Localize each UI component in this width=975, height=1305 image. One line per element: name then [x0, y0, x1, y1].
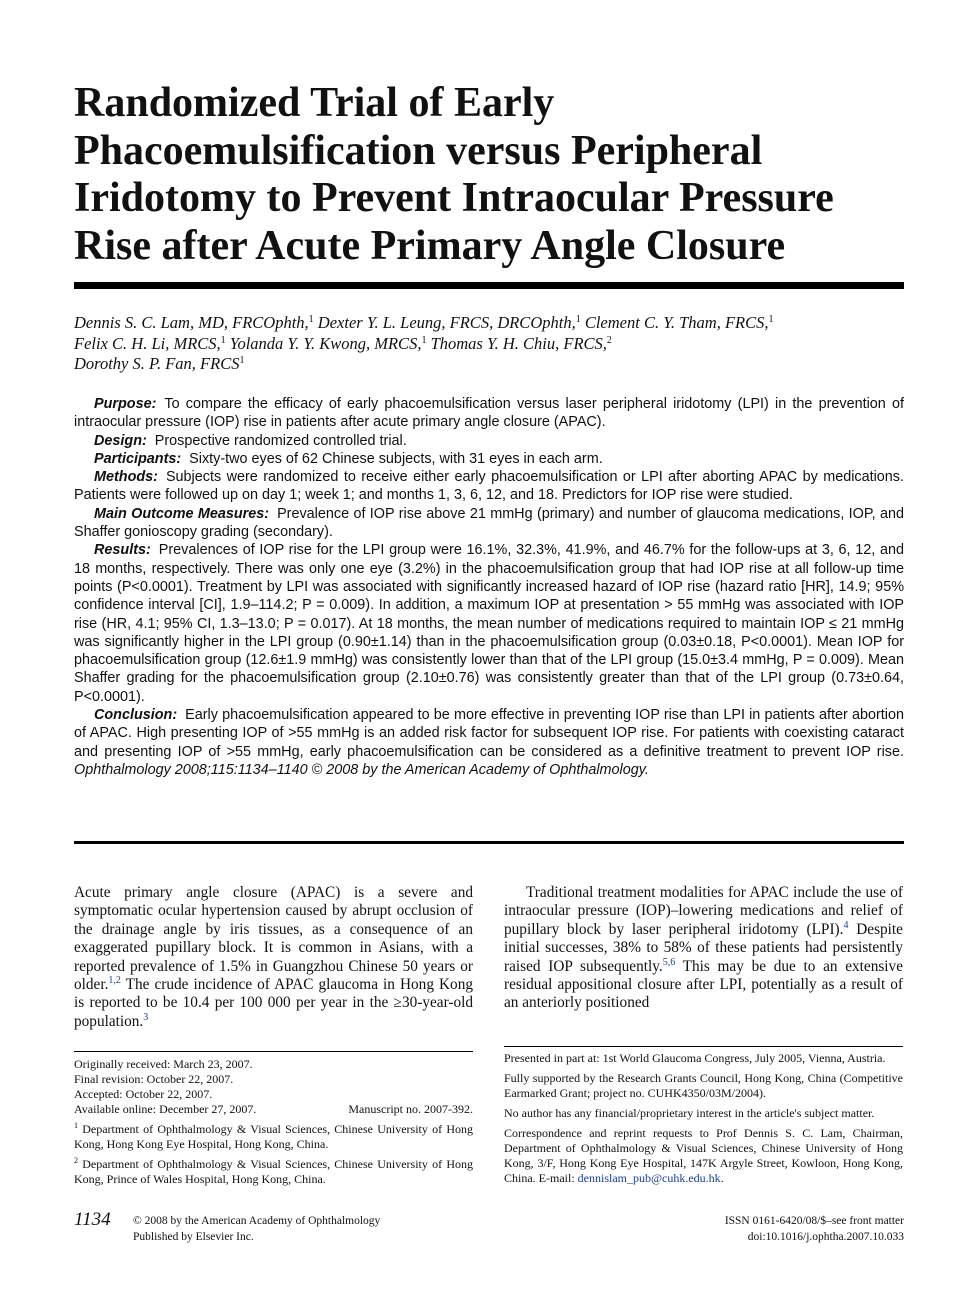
section-label: Participants: — [94, 450, 182, 467]
title-rule — [74, 282, 904, 289]
presented-note: Presented in part at: 1st World Glaucoma Congress, July 2005, Vienna, Austria. — [504, 1051, 886, 1065]
footnote-rule-right — [504, 1046, 903, 1047]
affiliation-number: 2 — [74, 1156, 78, 1165]
footnotes-right — [504, 1051, 903, 1191]
title-line: Rise after Acute Primary Angle Closure — [74, 222, 786, 269]
section-label: Purpose: — [94, 396, 157, 412]
article-title — [74, 80, 914, 270]
title-line: Randomized Trial of Early — [74, 80, 555, 126]
reference-link[interactable]: 1,2 — [108, 975, 121, 987]
correspondence-note — [504, 1126, 903, 1186]
affiliation-marker: 1 — [239, 355, 245, 366]
section-text: Prevalences of IOP rise for the LPI group were 16.1%, 32.3%, 41.9%, and 46.7% for the follow-ups at 3, 6, 12, and 18 months, respectively. There was only one eye (3.2%) in the phacoemulsification group that had IOP rise at all follow-up time points (P<0.0001). Treatment by LPI was associated with significantly increased hazard of IOP rise (hazard ratio [HR], 14.9; 95% confidence interval [CI], 1.9–114.2; P = 0.009). In addition, a maximum IOP at presentation > 55 mmHg was associated with IOP rise (HR, 4.1; 95% CI, 1.3–13.0; P = 0.017). At 18 months, the mean number of medications required to maintain IOP ≤ 21 mmHg was significantly higher in the LPI group (0.90±1.14) than in the phacoemulsification group (0.03±0.18, P<0.0001). Mean IOP for phacoemulsification group (12.6±1.9 mmHg) was consistently lower than that of the LPI group (15.0±3.4 mmHg, P = 0.009). Mean Shaffer grading for the phacoemulsification group (2.10±0.76) was consistently greater than that of the LPI group (0.73±0.64, P<0.0001). — [74, 542, 904, 705]
body-text: The crude incidence of APAC glaucoma in Hong Kong is reported to be 10.4 per 100 000 per year in the ≥30-year-old population. — [74, 976, 473, 1030]
page-number: 1134 — [74, 1209, 111, 1230]
body-column-left — [74, 884, 473, 1031]
author-line — [74, 334, 904, 355]
abstract-design — [74, 432, 904, 450]
author-name: Dorothy S. P. Fan, FRCS — [74, 354, 240, 373]
footnotes-left — [74, 1057, 473, 1192]
revision-date: Final revision: October 22, 2007. — [74, 1072, 234, 1086]
author-name: Clement C. Y. Tham, FRCS, — [584, 313, 769, 332]
section-text: Sixty-two eyes of 62 Chinese subjects, with 31 eyes in each arm. — [189, 450, 603, 467]
abstract-purpose — [74, 395, 904, 432]
body-column-right — [504, 884, 903, 1013]
author-name: Dexter Y. L. Leung, FRCS, DRCOphth, — [317, 313, 576, 332]
section-text: Prevalence of IOP rise above 21 mmHg (primary) and number of glaucoma medications, IOP, and Shaffer gonioscopy grading (secondary). — [74, 505, 904, 541]
online-date: Available online: December 27, 2007. — [74, 1102, 257, 1116]
author-name: Thomas Y. H. Chiu, FRCS, — [430, 333, 607, 353]
abstract-methods — [74, 468, 904, 505]
abstract — [74, 395, 904, 779]
section-label: Results: — [94, 542, 151, 559]
author-name: Yolanda Y. Y. Kwong, MRCS, — [229, 333, 422, 353]
affiliation-marker: 1 — [308, 314, 314, 325]
reference-link[interactable]: 5,6 — [662, 956, 676, 968]
abstract-results — [74, 541, 904, 706]
section-text: Prospective randomized controlled trial. — [154, 432, 407, 449]
author-list — [74, 313, 904, 375]
footer-copyright — [133, 1213, 380, 1245]
reference-link[interactable]: 4 — [843, 919, 849, 931]
affiliation-marker: 1 — [575, 314, 581, 325]
author-name: Dennis S. C. Lam, MD, FRCOphth, — [74, 313, 309, 332]
section-label: Main Outcome Measures: — [94, 505, 270, 522]
section-text: Subjects were randomized to receive either early phacoemulsification or LPI after aborting APAC by medications. Patients were followed up on day 1; week 1; and months 1, 3, 6, 12, and 18. Predictors for IOP rise were studied. — [74, 469, 904, 504]
section-label: Methods: — [94, 469, 158, 486]
affiliation-marker: 2 — [606, 334, 612, 346]
affiliation-marker: 1 — [768, 314, 774, 325]
title-line: Iridotomy to Prevent Intraocular Pressure — [74, 175, 834, 221]
received-date: Originally received: March 23, 2007. — [74, 1057, 253, 1071]
disclosure-note: No author has any financial/proprietary interest in the article's subject matter. — [504, 1106, 875, 1120]
accepted-date: Accepted: October 22, 2007. — [74, 1087, 213, 1101]
author-line — [74, 313, 904, 334]
body-paragraph — [504, 884, 903, 1013]
correspondence-end: . — [720, 1171, 724, 1185]
doi-text: doi:10.1016/j.ophtha.2007.10.033 — [747, 1231, 904, 1243]
footnote-rule-left — [74, 1051, 473, 1052]
abstract-conclusion — [74, 706, 904, 779]
section-text: To compare the efficacy of early phacoemulsification versus laser peripheral iridotomy (LPI) in the prevention of intraocular pressure (IOP) rise in patients after acute primary angle closure (APAC). — [74, 396, 904, 431]
copyright-text: © 2008 by the American Academy of Ophthalmology — [133, 1215, 381, 1227]
abstract-participants — [74, 450, 904, 468]
author-line — [74, 354, 904, 375]
section-label: Conclusion: — [94, 707, 178, 724]
body-text: Despite initial successes, 38% to 58% of these patients had persistently raised IOP subsequently. — [504, 920, 903, 975]
affiliation-marker: 1 — [220, 334, 226, 346]
abstract-outcome — [74, 505, 904, 542]
affiliation-text: Department of Ophthalmology & Visual Sciences, Chinese University of Hong Kong, Hong Kong Eye Hospital, Hong Kong, China. — [74, 1122, 473, 1151]
online-row — [74, 1102, 473, 1117]
affiliation-marker: 1 — [421, 334, 427, 346]
abstract-rule — [74, 841, 904, 844]
section-label: Design: — [94, 432, 147, 449]
issn-text: ISSN 0161-6420/08/$–see front matter — [724, 1215, 904, 1227]
affiliation-number: 1 — [74, 1121, 78, 1130]
affiliation-text: Department of Ophthalmology & Visual Sciences, Chinese University of Hong Kong, Prince of Wales Hospital, Hong Kong, China. — [74, 1157, 473, 1186]
correspondence-text: Correspondence and reprint requests to Prof Dennis S. C. Lam, Chairman, Department of Ophthalmology & Visual Sciences, Chinese University of Hong Kong, 3/F, Hong Kong Eye Hospital, 147K Argyle Street, Kowloon, Hong Kong, China. E-mail: — [504, 1126, 903, 1185]
email-link[interactable]: dennislam_pub@cuhk.edu.hk — [577, 1171, 721, 1185]
body-paragraph — [74, 884, 473, 1031]
manuscript-number: Manuscript no. 2007-392. — [348, 1102, 473, 1116]
journal-citation: Ophthalmology 2008;115:1134–1140 © 2008 by the American Academy of Ophthalmology. — [74, 761, 649, 778]
affiliation-2 — [74, 1157, 473, 1187]
body-text: Traditional treatment modalities for APAC include the use of intraocular pressure (IOP)–lowering medications and relief of pupillary block by laser peripheral iridotomy (LPI). — [504, 884, 903, 938]
reference-link[interactable]: 3 — [143, 1011, 149, 1023]
body-text: Acute primary angle closure (APAC) is a severe and symptomatic ocular hypertension caused by abrupt occlusion of the drainage angle by iris tissues, as a consequence of an exaggerated pupillary block. It is common in Asians, with a reported prevalence of 1.5% in Guangzhou Chinese 50 years or older. — [74, 884, 473, 994]
title-line: Phacoemulsification versus Peripheral — [74, 127, 763, 174]
funding-note: Fully supported by the Research Grants Council, Hong Kong, China (Competitive Earmarked Grant; project no. CUHK4350/03M/2004). — [504, 1071, 903, 1100]
body-text: This may be due to an extensive residual appositional closure after LPI, potentially as a result of an anteriorly positioned — [504, 957, 903, 1012]
publisher-text: Published by Elsevier Inc. — [133, 1231, 254, 1243]
affiliation-1 — [74, 1122, 473, 1152]
author-name: Felix C. H. Li, MRCS, — [74, 333, 221, 353]
footer-identifiers — [725, 1213, 904, 1245]
section-text: Early phacoemulsification appeared to be more effective in preventing IOP rise than LPI in patients after abortion of APAC. High presenting IOP of >55 mmHg is an added risk factor for subsequent IOP rise. For patients with coexisting cataract and presenting IOP of >55 mmHg, early phacoemulsification can be considered as a definitive treatment to prevent IOP rise. — [74, 707, 904, 760]
